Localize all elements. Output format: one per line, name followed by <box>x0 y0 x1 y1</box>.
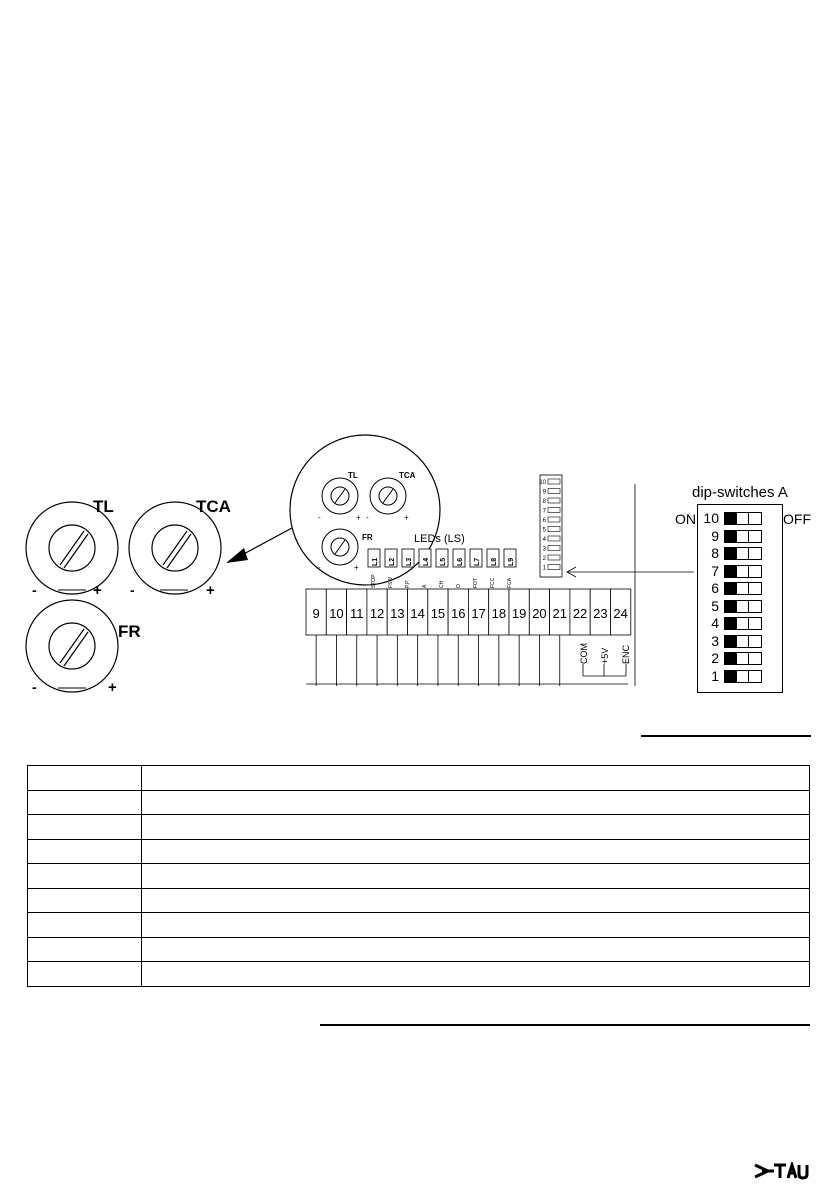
tau-logo <box>752 1162 812 1180</box>
dip-switch-number: 3 <box>711 632 719 649</box>
led-label: L1 <box>372 557 379 566</box>
small-dip-block <box>539 475 562 577</box>
svg-text:+: + <box>404 513 409 522</box>
parameter-table <box>27 765 810 987</box>
led-caption: P.P. <box>405 579 411 588</box>
section-rule-top <box>641 735 811 737</box>
table-cell <box>142 766 810 791</box>
dip-switch-lever <box>725 513 737 524</box>
terminal-label: 23 <box>593 606 608 621</box>
small-dip-number: 9 <box>542 489 546 496</box>
knob-fr <box>26 600 141 696</box>
enc-enc-label: ENC <box>621 644 631 664</box>
leds-title: LEDs (LS) <box>414 533 465 545</box>
terminal-label: 14 <box>410 606 425 621</box>
dip-switch-toggle[interactable] <box>724 670 762 683</box>
knob-tca-plus: + <box>206 582 215 599</box>
dip-switch-toggle[interactable] <box>724 635 762 648</box>
terminal-label: 12 <box>369 606 385 621</box>
inset-tl: TL <box>348 471 358 480</box>
knob-fr-minus: - <box>32 679 37 695</box>
dip-on-label: ON <box>675 511 696 527</box>
dip-switch-slot <box>737 618 749 629</box>
small-dip-number: 5 <box>542 527 546 534</box>
dip-switch-toggle[interactable] <box>724 600 762 613</box>
dip-switch-slot <box>737 566 749 577</box>
dip-switch-8[interactable] <box>697 546 762 561</box>
led-caption: CH <box>439 580 445 588</box>
table-row <box>28 790 810 815</box>
svg-text:-: - <box>318 563 321 572</box>
inset-tca: TCA <box>399 471 416 480</box>
dip-switch-lever <box>725 601 737 612</box>
dip-switch-slot <box>749 636 761 647</box>
led-label: L2 <box>389 557 396 566</box>
led-caption: FCA <box>507 578 513 588</box>
dip-switch-slot <box>749 671 761 682</box>
table-cell <box>142 888 810 913</box>
table-cell <box>28 815 142 840</box>
led-label: L8 <box>491 557 498 566</box>
table-row <box>28 888 810 913</box>
dip-switch-slot <box>749 531 761 542</box>
small-dip-switch <box>548 479 560 484</box>
table-row <box>28 913 810 938</box>
section-rule-bottom <box>320 1024 810 1026</box>
dip-off-label: OFF <box>783 511 811 527</box>
dip-switch-lever <box>725 583 737 594</box>
dip-switch-3[interactable] <box>697 634 762 649</box>
dip-switch-toggle[interactable] <box>724 565 762 578</box>
table-row <box>28 815 810 840</box>
dip-switch-slot <box>737 513 749 524</box>
dip-switch-4[interactable] <box>697 616 762 631</box>
dip-switch-lever <box>725 566 737 577</box>
knob-tl-minus: - <box>32 582 37 598</box>
dip-switch-1[interactable] <box>697 669 762 684</box>
dip-switch-lever <box>725 548 737 559</box>
dip-switch-lever <box>725 653 737 664</box>
knob-fr-label: FR <box>118 622 141 641</box>
terminal-label: 11 <box>350 606 364 621</box>
dip-switch-slot <box>749 548 761 559</box>
table-cell <box>28 839 142 864</box>
dip-switch-slot <box>737 583 749 594</box>
dip-switch-slot <box>737 601 749 612</box>
svg-text:-: - <box>366 513 369 522</box>
small-dip-switch <box>548 546 560 551</box>
dip-switch-lever <box>725 671 737 682</box>
dip-switch-6[interactable] <box>697 581 762 596</box>
table-cell <box>142 937 810 962</box>
table-row <box>28 962 810 987</box>
terminal-label: 20 <box>532 606 547 621</box>
knob-tl <box>26 497 118 599</box>
dip-switch-number: 7 <box>711 562 719 579</box>
table-cell <box>28 962 142 987</box>
table-cell <box>142 839 810 864</box>
dip-switch-number: 6 <box>711 580 719 596</box>
dip-switch-number: 2 <box>711 650 719 666</box>
small-dip-number: 8 <box>542 499 546 505</box>
table-row <box>28 864 810 889</box>
small-dip-switch <box>548 565 560 570</box>
dip-switch-slot <box>737 653 749 664</box>
terminal-label: 13 <box>390 606 405 621</box>
dip-switch-slot <box>749 583 761 594</box>
dip-switch-slot <box>749 513 761 524</box>
small-dip-switch <box>548 508 560 513</box>
small-dip-switch <box>548 536 560 541</box>
dip-switch-toggle[interactable] <box>724 512 762 525</box>
terminal-label: 18 <box>491 606 507 621</box>
led-label: L6 <box>457 557 464 566</box>
led-label: L4 <box>423 557 430 566</box>
small-dip-number: 3 <box>542 546 546 553</box>
led-label: L7 <box>474 557 481 566</box>
enc-com-label: COM <box>579 643 589 664</box>
terminal-label: 10 <box>329 606 344 621</box>
dip-switch-slot <box>749 601 761 612</box>
led-label: L3 <box>406 557 413 566</box>
table-cell <box>28 864 142 889</box>
dip-switch-slot <box>737 671 749 682</box>
inset-magnifier <box>290 435 440 585</box>
zoom-arrow <box>226 528 292 563</box>
led-caption: A <box>422 584 428 588</box>
small-dip-number: 6 <box>542 518 546 524</box>
table-cell <box>142 790 810 815</box>
dip-switch-toggle[interactable] <box>724 617 762 630</box>
table-cell <box>28 766 142 791</box>
dip-switch-slot <box>737 636 749 647</box>
led-caption: O <box>456 584 462 588</box>
knob-fr-plus: + <box>108 679 117 696</box>
table-row <box>28 839 810 864</box>
svg-text:+: + <box>356 513 361 522</box>
dip-switch-number: 9 <box>711 527 719 544</box>
enc-5v-label: +5V <box>600 647 610 664</box>
table-cell <box>142 815 810 840</box>
terminal-label: 16 <box>451 606 466 621</box>
led-caption: STOP <box>371 574 377 588</box>
knob-tca-label: TCA <box>196 497 231 516</box>
terminal-label: 9 <box>312 606 320 621</box>
small-dip-switch <box>548 498 560 503</box>
dip-switch-lever <box>725 636 737 647</box>
dip-switch-2[interactable] <box>697 651 762 666</box>
dip-switch-toggle[interactable] <box>724 652 762 665</box>
knob-tca-minus: - <box>130 582 135 598</box>
small-dip-switch <box>548 489 560 494</box>
dip-switch-number: 1 <box>711 667 719 684</box>
led-label: L9 <box>508 557 515 566</box>
terminal-label: 24 <box>613 606 628 621</box>
small-dip-number: 2 <box>542 556 546 562</box>
led-caption: FSW <box>388 576 394 588</box>
led-label: L5 <box>440 557 447 566</box>
small-dip-number: 10 <box>539 480 546 486</box>
terminal-label: 15 <box>430 606 446 621</box>
encoder-connections <box>579 643 631 676</box>
dip-switch-slot <box>737 548 749 559</box>
table-cell <box>142 913 810 938</box>
terminal-strip <box>306 589 631 686</box>
small-dip-switch <box>548 517 560 522</box>
small-dip-number: 4 <box>542 537 546 543</box>
dip-switch-number: 4 <box>711 615 719 631</box>
terminal-label: 17 <box>471 606 486 621</box>
dip-switch-slot <box>749 653 761 664</box>
table-cell <box>28 913 142 938</box>
svg-text:-: - <box>318 513 321 522</box>
table-cell <box>142 864 810 889</box>
knob-tca <box>129 497 231 599</box>
terminal-label: 21 <box>552 606 567 621</box>
dip-switch-lever <box>725 618 737 629</box>
dip-switch-number: 10 <box>703 510 719 526</box>
dip-switch-9[interactable] <box>697 529 762 544</box>
dip-switch-toggle[interactable] <box>724 530 762 543</box>
dip-switch-slot <box>749 566 761 577</box>
table-cell <box>28 888 142 913</box>
dip-switch-number: 5 <box>711 597 719 614</box>
table-row <box>28 937 810 962</box>
svg-text:+: + <box>354 563 359 572</box>
led-caption: FOT <box>473 578 479 588</box>
dip-switch-number: 8 <box>711 545 719 561</box>
small-dip-switch <box>548 555 560 560</box>
dip-switch-7[interactable] <box>697 564 762 579</box>
dip-switch-5[interactable] <box>697 599 762 614</box>
table-cell <box>28 937 142 962</box>
small-dip-number: 1 <box>542 565 546 572</box>
terminal-label: 22 <box>572 606 588 621</box>
led-caption: FCC <box>490 577 496 588</box>
dip-switch-toggle[interactable] <box>724 582 762 595</box>
table-cell <box>142 962 810 987</box>
dip-switch-slot <box>749 618 761 629</box>
dip-switch-10[interactable] <box>697 511 762 526</box>
terminal-label: 19 <box>511 606 527 621</box>
dip-switch-lever <box>725 531 737 542</box>
table-row <box>28 766 810 791</box>
table-cell <box>28 790 142 815</box>
dip-switches-title: dip-switches A <box>692 484 788 501</box>
knob-tl-plus: + <box>93 582 102 599</box>
dip-switch-toggle[interactable] <box>724 547 762 560</box>
knob-tl-label: TL <box>93 497 114 516</box>
small-dip-switch <box>548 527 560 532</box>
inset-fr: FR <box>362 533 373 542</box>
dip-switch-slot <box>737 531 749 542</box>
small-dip-number: 7 <box>542 508 546 515</box>
